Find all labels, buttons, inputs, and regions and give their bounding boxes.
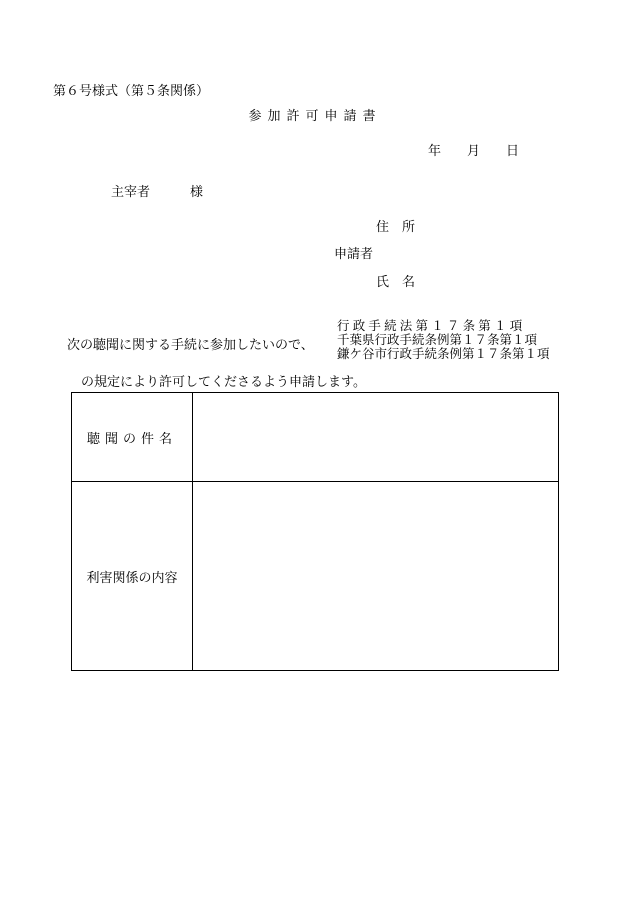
addressee-honorific: 様: [190, 185, 204, 200]
paragraph-intro: 次の聴聞に関する手続に参加したいので、: [67, 338, 314, 353]
date-line: [428, 140, 519, 159]
paragraph-closing: の規定により許可してくださるよう申請します。: [81, 375, 366, 390]
document-title: 参加許可申請書: [248, 109, 382, 124]
date-month-label: 月: [467, 144, 481, 159]
addressee: [111, 181, 203, 200]
application-table: [71, 392, 559, 671]
law-option-prefecture: 千葉県行政手続条例第１７条第１項: [337, 332, 538, 347]
applicant-label: 申請者: [334, 247, 374, 262]
interest-details-label: 利害関係の内容: [86, 570, 178, 586]
law-option-act: 行政手続法第１７条第１項: [337, 318, 526, 333]
addressee-label: 主宰者: [111, 185, 151, 200]
name-label: 氏 名: [376, 275, 416, 290]
date-day-label: 日: [506, 144, 520, 159]
hearing-subject-field[interactable]: [193, 393, 559, 482]
law-option-city: 鎌ケ谷市行政手続条例第１７条第１項: [337, 346, 550, 361]
hearing-subject-label-cell: [72, 393, 193, 482]
law-options: [337, 319, 550, 361]
table-row: [72, 482, 559, 671]
table-row: [72, 393, 559, 482]
address-label: 住 所: [376, 220, 416, 235]
interest-details-field[interactable]: [193, 482, 559, 671]
interest-details-label-cell: [72, 482, 193, 671]
form-number: 第６号様式（第５条関係）: [53, 84, 210, 99]
date-year-label: 年: [428, 144, 442, 159]
hearing-subject-label: 聴聞の件名: [86, 431, 177, 447]
